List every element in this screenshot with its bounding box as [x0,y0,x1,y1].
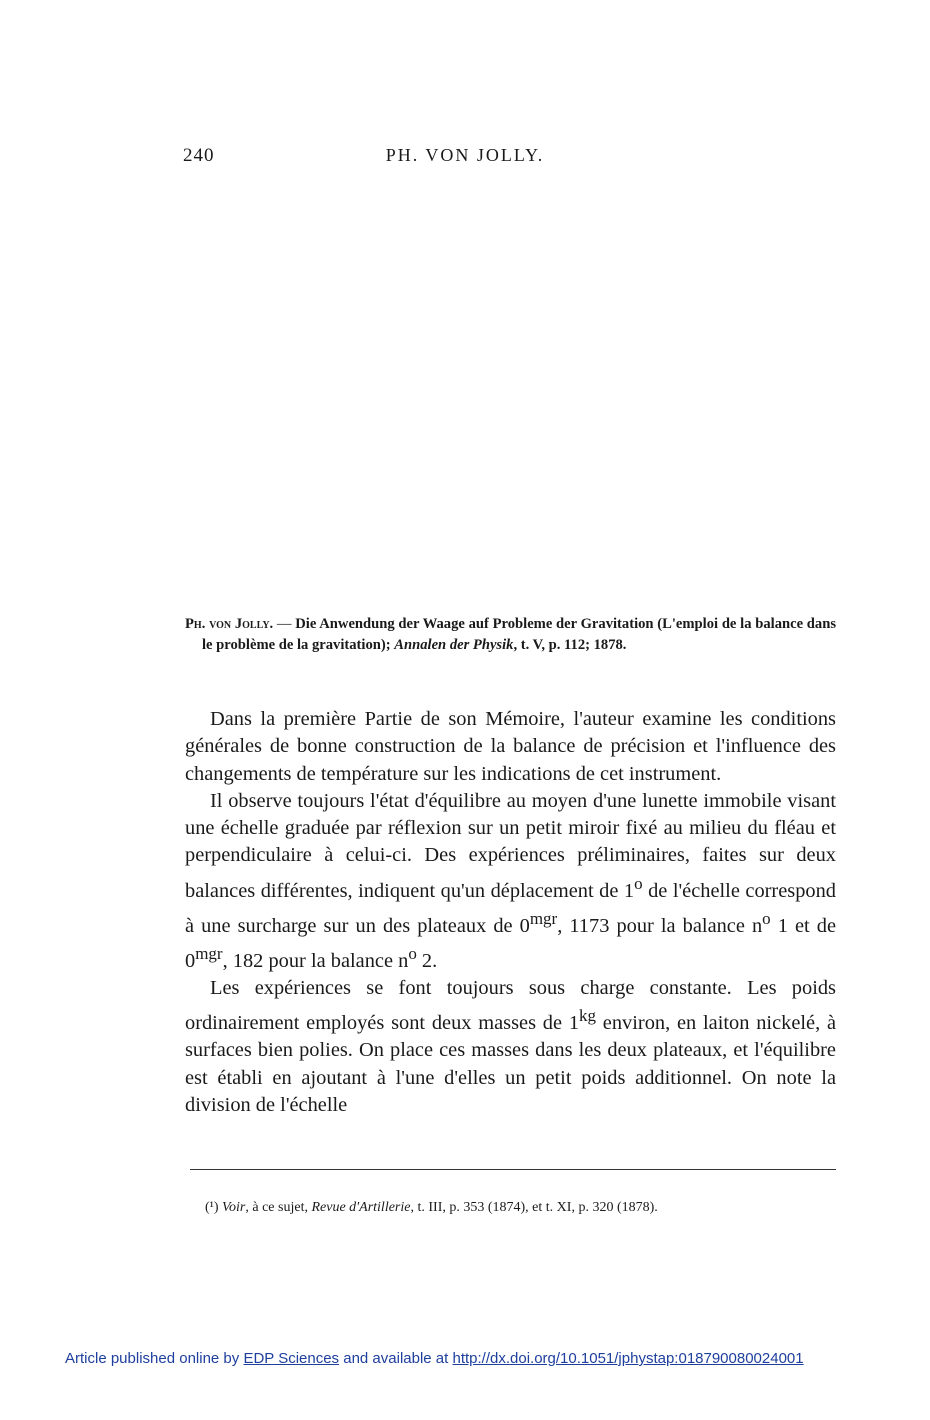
p2-text-c: , 1173 pour la balance n [557,914,763,937]
publisher-footer [65,1350,804,1367]
citation-journal: Annalen der Physik [394,637,514,653]
p2-text-e: , 182 pour la balance n [222,949,409,972]
p2-text-a: Il observe toujours l'état d'équilibre au moyen d'une lunette immobile visant une échelle graduée par réflexion sur un petit miroir fixé au milieu du fléau et perpendiculaire à celui-ci. Des expériences préliminaires, faites sur deux balances différentes, indiquent qu'un déplacement de 1 [185,789,836,902]
mgr-sup-1: mgr [529,908,558,928]
p2-text-f: 2. [416,949,438,972]
footnote-rule [190,1169,836,1170]
edp-sciences-link[interactable]: EDP Sciences [243,1350,340,1367]
running-head: PH. VON JOLLY. [385,145,545,165]
footnote-voir: Voir [222,1200,246,1215]
citation-dash: — [273,616,296,632]
p3-text-a: Les expériences se font toujours sous charge constante. Les poids ordinairement employés sont deux masses de 1 [185,977,836,1035]
mgr-sup-2: mgr [195,943,223,963]
body-text [185,706,836,1119]
paragraph-2 [185,788,836,975]
paragraph-3 [185,975,836,1119]
numero-sup-1: o [762,908,771,928]
p2-text-d: 1 et de 0 [185,914,836,972]
numero-sup-2: o [408,943,417,963]
p3-text-b: environ, en laiton nickelé, à surfaces bien polies. On place ces masses dans les deux plateaux, et l'équilibre est établi en ajoutant à l'une d'elles un petit poids additionnel. On note la division de l'échelle [185,1012,837,1117]
doi-link[interactable]: http://dx.doi.org/10.1051/jphystap:018790080024001 [452,1350,804,1367]
paragraph-1: Dans la première Partie de son Mémoire, l'auteur examine les conditions générales de bonne construction de la balance de précision et l'influence des changements de température sur les indications de cet instrument. [185,708,836,785]
degree-sup: o [634,873,643,893]
citation-block [185,614,836,656]
footnote-marker: (¹) [205,1200,219,1215]
citation-title: Die Anwendung der Waage auf Probleme der Gravitation [295,616,654,632]
citation-author: Ph. von Jolly. [185,616,274,632]
kg-sup: kg [579,1006,597,1026]
footer-text-a: Article published online by [65,1350,244,1367]
footer-text-b: and available at [339,1350,453,1367]
citation-volume: , t. V, p. 112; 1878. [513,637,627,653]
citation-translation: (L'emploi de la balance dans le problème de la gravitation); [202,616,836,653]
citation-entry [185,614,836,656]
footnote-journal: Revue d'Artillerie [311,1200,411,1215]
footnote-text-b: , t. III, p. 353 (1874), et t. XI, p. 320 (1878). [410,1200,658,1215]
p2-text-b: de l'échelle correspond à une surcharge sur un des plateaux de 0 [185,879,836,937]
page-number: 240 [183,145,215,166]
footnote-text-a: , à ce sujet, [245,1200,312,1215]
footnote [205,1198,845,1218]
